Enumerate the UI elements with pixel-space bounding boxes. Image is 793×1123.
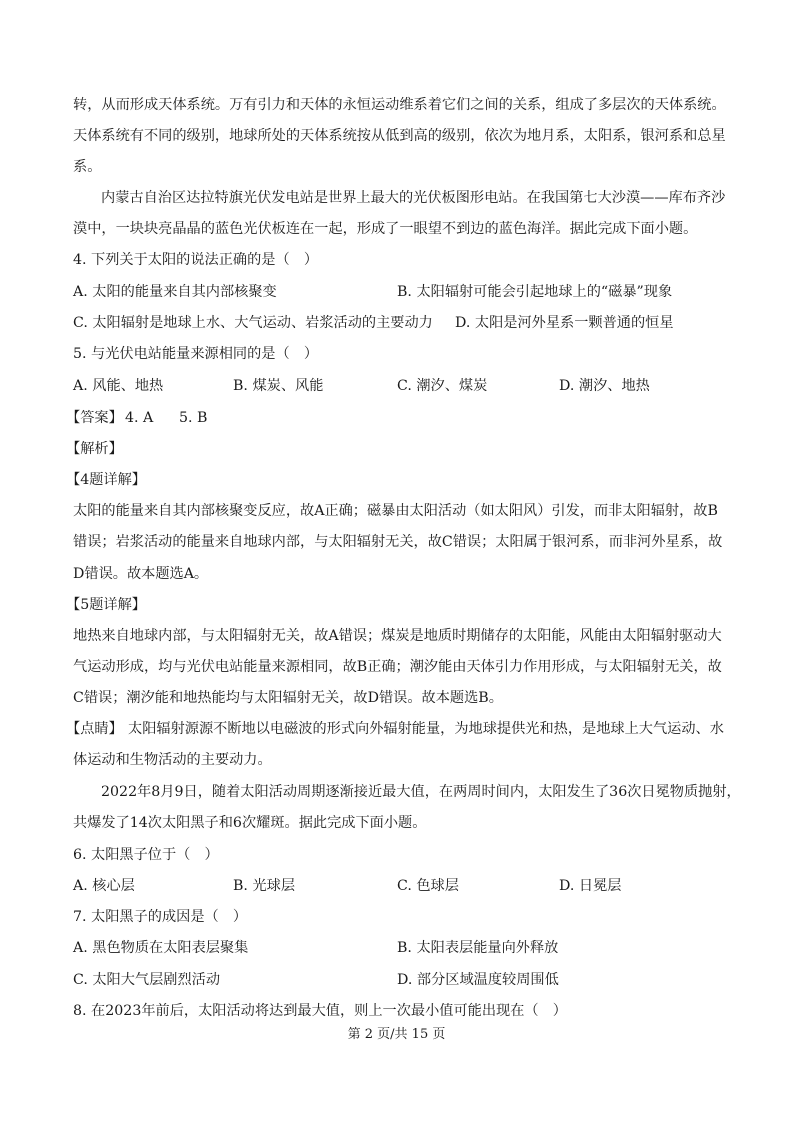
q5-option-a: A. 风能、地热 [73, 378, 164, 394]
answer-label: 【答案】 [66, 410, 123, 426]
intro-line-3: 系。 [73, 159, 102, 175]
q6-stem: 6. 太阳黑子位于（ ） [73, 847, 219, 863]
q5-option-d: D. 潮汐、地热 [559, 378, 650, 394]
q4-option-b: B. 太阳辐射可能会引起地球上的“磁暴”现象 [397, 284, 673, 300]
intro-line-1: 转，从而形成天体系统。万有引力和天体的永恒运动维系着它们之间的关系，组成了多层次的天体系统。 [73, 97, 726, 113]
q7-option-d: D. 部分区域温度较周围低 [397, 972, 559, 988]
passage1-line-1: 内蒙古自治区达拉特旗光伏发电站是世界上最大的光伏板图形电站。在我国第七大沙漠——库布齐沙 [101, 190, 726, 206]
q5-stem: 5. 与光伏电站能量来源相同的是（ ） [73, 346, 319, 362]
passage1-line-2: 漠中，一块块亮晶晶的蓝色光伏板连在一起，形成了一眼望不到边的蓝色海洋。据此完成下面小题。 [73, 221, 698, 237]
intro-line-2: 天体系统有不同的级别，地球所处的天体系统按从低到高的级别，依次为地月系，太阳系，银河系和总星 [73, 128, 726, 144]
answer-4: 4. A [125, 410, 154, 426]
q4-option-d: D. 太阳是河外星系一颗普通的恒星 [455, 315, 674, 331]
tip-line-2: 体运动和生物活动的主要动力。 [73, 752, 272, 768]
q6-option-d: D. 日冕层 [559, 878, 622, 894]
q6-option-b: B. 光球层 [233, 878, 296, 894]
detail-4-line-2: 错误；岩浆活动的能量来自地球内部，与太阳辐射无关，故C错误；太阳属于银河系，而非河外星系，故 [73, 534, 723, 550]
q7-option-c: C. 太阳大气层剧烈活动 [73, 972, 221, 988]
tip-line-1: 太阳辐射源源不断地以电磁波的形式向外辐射能量，为地球提供光和热，是地球上大气运动、水 [128, 721, 724, 737]
passage2-line-2: 共爆发了14次太阳黑子和6次耀斑。据此完成下面小题。 [73, 815, 427, 831]
q4-option-a: A. 太阳的能量来自其内部核聚变 [73, 284, 277, 300]
analysis-label: 【解析】 [66, 441, 123, 457]
q5-option-b: B. 煤炭、风能 [233, 378, 324, 394]
q6-option-a: A. 核心层 [73, 878, 135, 894]
passage2-line-1: 2022年8月9日，随着太阳活动周期逐渐接近最大值，在两周时间内，太阳发生了36次日冕物质抛射， [101, 784, 741, 800]
q7-option-b: B. 太阳表层能量向外释放 [397, 940, 559, 956]
q4-option-c: C. 太阳辐射是地球上水、大气运动、岩浆活动的主要动力 [73, 315, 433, 331]
detail-5-line-1: 地热来自地球内部，与太阳辐射无关，故A错误；煤炭是地质时期储存的太阳能，风能由太阳辐射驱动大 [73, 628, 722, 644]
detail-4-line-1: 太阳的能量来自其内部核聚变反应，故A正确；磁暴由太阳活动（如太阳风）引发，而非太阳辐射，故B [73, 503, 718, 519]
detail-5-line-2: 气运动形成，均与光伏电站能量来源相同，故B正确；潮汐能由天体引力作用形成，与太阳辐射无关，故 [73, 659, 722, 675]
q7-stem: 7. 太阳黑子的成因是（ ） [73, 909, 248, 925]
detail-5-line-3: C错误；潮汐能和地热能均与太阳辐射无关，故D错误。故本题选B。 [73, 690, 503, 706]
page-footer: 第 2 页/共 15 页 [347, 1027, 446, 1042]
answer-5: 5. B [179, 410, 208, 426]
detail-4-label: 【4题详解】 [66, 472, 146, 488]
q7-option-a: A. 黑色物质在太阳表层聚集 [73, 940, 249, 956]
q5-option-c: C. 潮汐、煤炭 [397, 378, 488, 394]
detail-4-line-3: D错误。故本题选A。 [73, 566, 209, 582]
q6-option-c: C. 色球层 [397, 878, 459, 894]
tip-label: 【点睛】 [66, 721, 123, 737]
q8-stem: 8. 在2023年前后，太阳活动将达到最大值，则上一次最小值可能出现在（ ） [73, 1003, 567, 1019]
detail-5-label: 【5题详解】 [66, 597, 146, 613]
q4-stem: 4. 下列关于太阳的说法正确的是（ ） [73, 252, 319, 268]
